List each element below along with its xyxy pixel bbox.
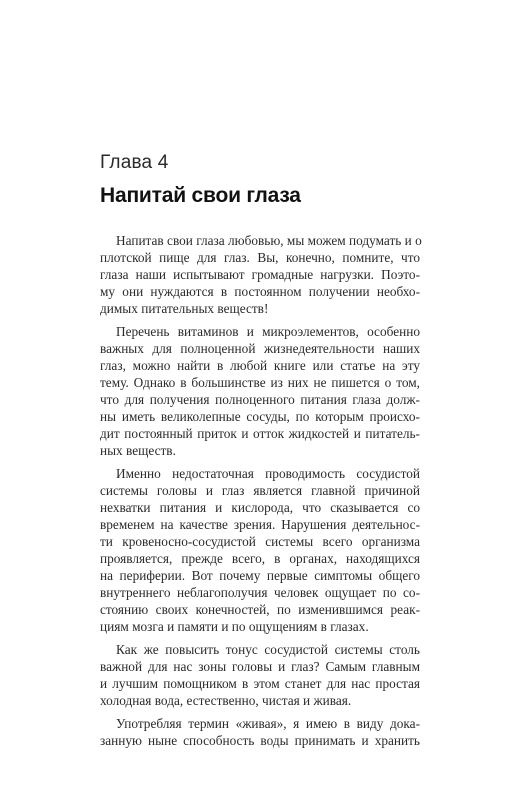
- text-line: холодная вода, естественно, чистая и живая.: [100, 693, 352, 708]
- text-line: циям мозга и памяти и по ощущениям в глазах.: [100, 619, 369, 634]
- paragraph: [100, 232, 420, 317]
- text-line: Напитав свои глаза любовью, мы можем подумать и о: [116, 233, 422, 248]
- text-line: глаза наши испытывают громадные нагрузки. Поэто-: [100, 267, 420, 282]
- text-line: ти кровеносно-сосудистой системы всего организма: [100, 534, 420, 549]
- chapter-number: Глава 4: [100, 152, 169, 173]
- text-line: на периферии. Вот почему первые симптомы общего: [100, 568, 420, 583]
- text-line: плотской пище для глаз. Вы, конечно, помните, что: [100, 250, 420, 265]
- text-line: Употребляя термин «живая», я имею в виду дока-: [116, 716, 420, 731]
- text-line: глаз, можно найти в любой книге или статье на эту: [100, 358, 420, 373]
- text-line: что для получения полноценного питания глаза долж-: [100, 392, 420, 407]
- text-line: важной для нас зоны головы и глаз? Самым главным: [100, 659, 420, 674]
- text-line: стоянию своих конечностей, по изменившимся реак-: [100, 602, 420, 617]
- paragraph: [100, 641, 420, 709]
- text-line: Именно недостаточная проводимость сосудистой: [116, 466, 420, 481]
- text-line: временем на качестве зрения. Нарушения деятельнос-: [100, 517, 420, 532]
- text-line: тему. Однако в большинстве из них не пишется о том,: [100, 375, 420, 390]
- text-line: Перечень витаминов и микроэлементов, особенно: [116, 324, 420, 339]
- text-line: ны иметь великолепные сосуды, по которым происхо-: [100, 409, 420, 424]
- chapter-title: Напитай свои глаза: [100, 184, 301, 207]
- paragraph: [100, 465, 420, 635]
- text-line: системы головы и глаз является главной причиной: [100, 483, 420, 498]
- paragraph: [100, 715, 420, 749]
- text-line: Как же повысить тонус сосудистой системы столь: [116, 642, 420, 657]
- text-line: дит постоянный приток и отток жидкостей и питатель-: [100, 426, 420, 441]
- text-line: му они нуждаются в постоянном получении необхо-: [100, 284, 420, 299]
- text-line: ных веществ.: [100, 443, 176, 458]
- body-text: [100, 232, 420, 749]
- text-line: внутреннего неблагополучия человек ощущает по со-: [100, 585, 420, 600]
- text-line: проявляется, прежде всего, в органах, находящихся: [100, 551, 420, 566]
- paragraph: [100, 323, 420, 459]
- text-line: и лучшим помощником в этом станет для нас простая: [100, 676, 420, 691]
- text-line: димых питательных веществ!: [100, 301, 269, 316]
- text-line: занную ныне способность воды принимать и хранить: [100, 733, 420, 748]
- text-line: нехватки питания и кислорода, что сказывается со: [100, 500, 420, 515]
- text-line: важных для полноценной жизнедеятельности наших: [100, 341, 420, 356]
